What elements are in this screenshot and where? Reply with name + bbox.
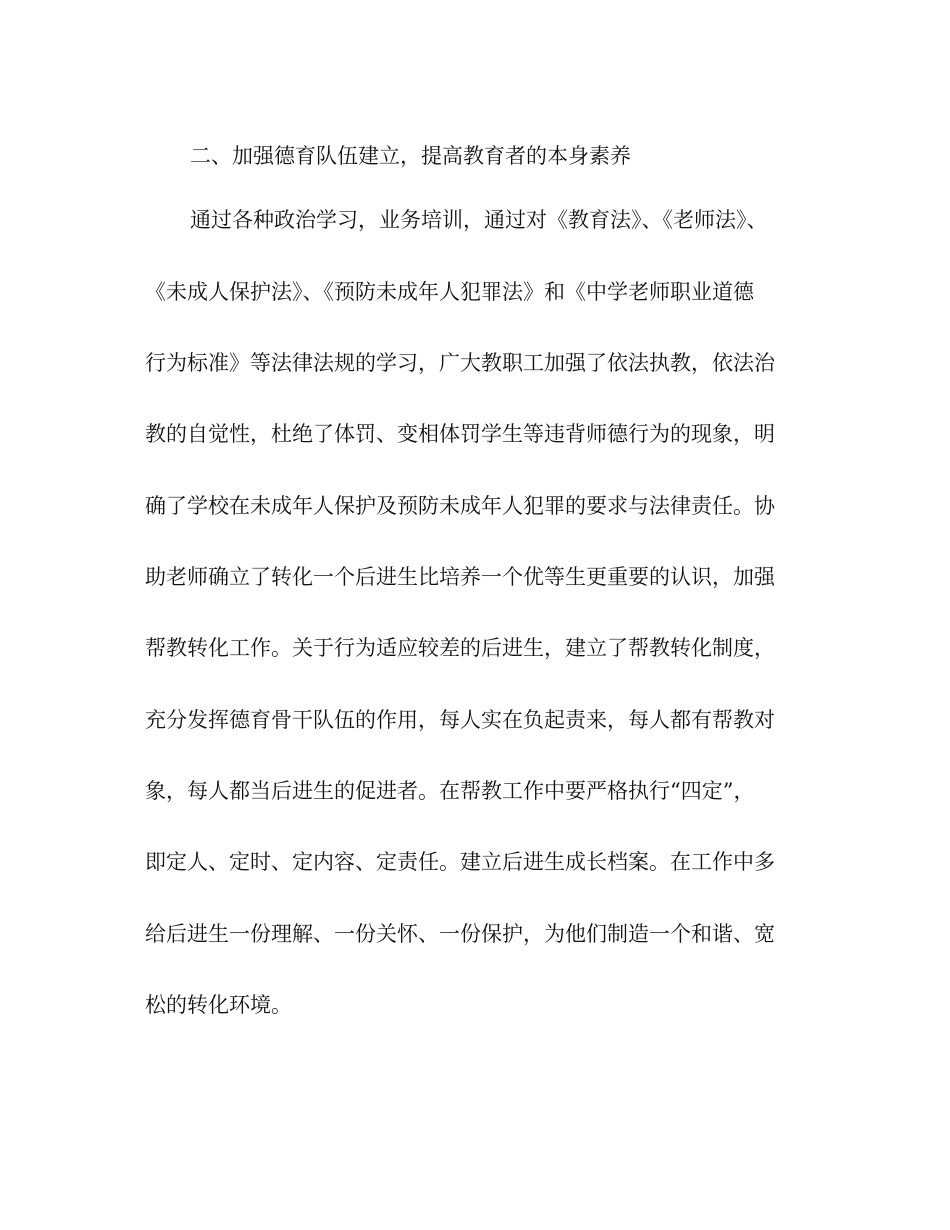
paragraph-line-11: 给后进生一份理解、一份关怀、一份保护，为他们制造一个和谐、宽 [145,922,775,946]
paragraph-line-4: 教的自觉性，杜绝了体罚、变相体罚学生等违背师德行为的现象，明 [145,422,775,446]
paragraph-line-3: 行为标准》等法律法规的学习，广大教职工加强了依法执教，依法治 [145,351,775,375]
paragraph-line-1: 通过各种政治学习，业务培训，通过对《教育法》、《老师法》、 [190,208,768,232]
paragraph-line-8: 充分发挥德育骨干队伍的作用，每人实在负起责来，每人都有帮教对 [145,708,775,732]
paragraph-line-9: 象，每人都当后进生的促进者。在帮教工作中要严格执行“四定”， [145,779,755,803]
paragraph-line-10: 即定人、定时、定内容、定责任。建立后进生成长档案。在工作中多 [145,850,775,874]
paragraph-line-6: 助老师确立了转化一个后进生比培养一个优等生更重要的认识，加强 [145,565,775,589]
paragraph-line-12: 松的转化环境。 [145,993,292,1017]
paragraph-line-7: 帮教转化工作。关于行为适应较差的后进生，建立了帮教转化制度， [145,636,775,660]
section-heading: 二、加强德育队伍建立，提高教育者的本身素养 [190,144,631,168]
paragraph-line-2: 《未成人保护法》、《预防未成年人犯罪法》和《中学老师职业道德 [145,280,754,304]
paragraph-line-5: 确了学校在未成年人保护及预防未成年人犯罪的要求与法律责任。协 [145,494,775,518]
